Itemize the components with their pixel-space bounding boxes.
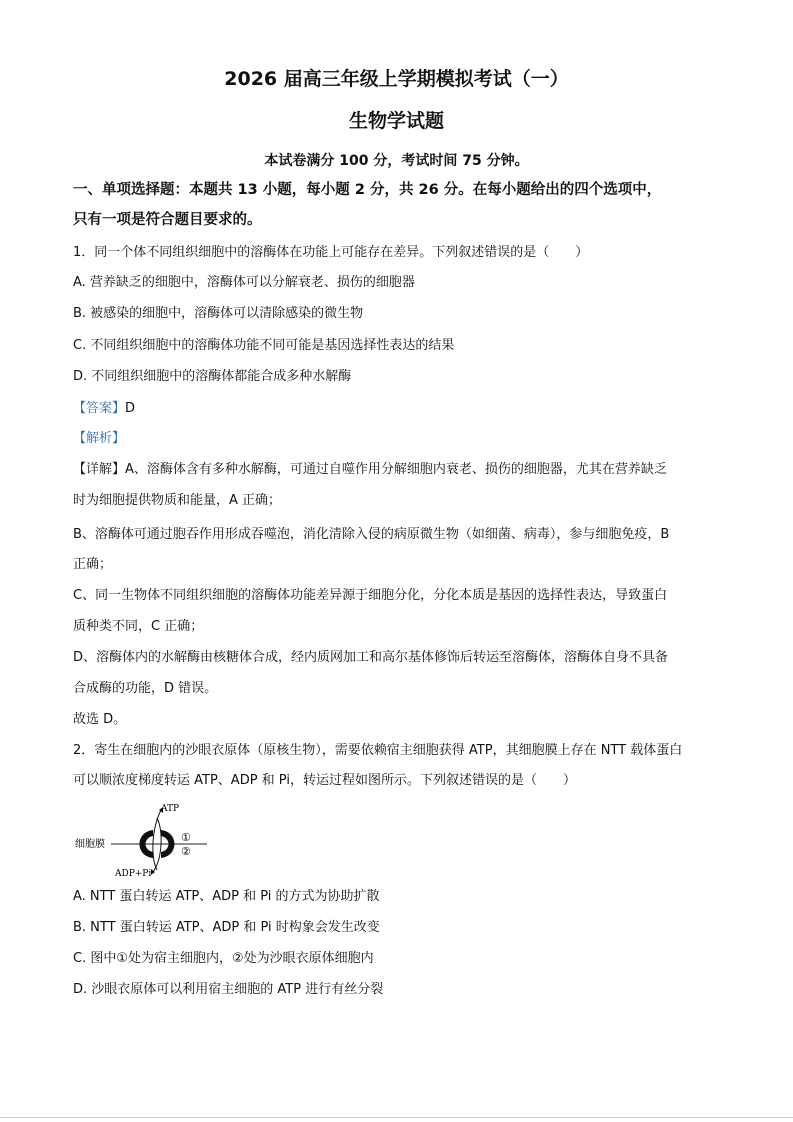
- answer-value: D: [125, 401, 136, 416]
- q1-answer: [73, 400, 135, 418]
- q2-stem-line2: 可以顺浓度梯度转运 ATP、ADP 和 Pi，转运过程如图所示。下列叙述错误的是（ ）: [73, 773, 576, 788]
- q1-detail-line: 合成酶的功能，D 错误。: [73, 681, 218, 696]
- side2-label: ②: [181, 845, 191, 858]
- q1-option-b: B. 被感染的细胞中，溶酶体可以清除感染的微生物: [73, 306, 364, 321]
- q1-detail-line: 故选 D。: [73, 712, 127, 727]
- q1-option-d: D. 不同组织细胞中的溶酶体都能合成多种水解酶: [73, 369, 352, 384]
- side1-label: ①: [181, 831, 191, 844]
- q1-detail-line: B、溶酶体可通过胞吞作用形成吞噬泡，消化清除入侵的病原微生物（如细菌、病毒），参与细胞免疫，B: [73, 527, 670, 542]
- q1-option-c: C. 不同组织细胞中的溶酶体功能不同可能是基因选择性表达的结果: [73, 338, 455, 353]
- subject-title: 生物学试题: [348, 110, 444, 132]
- q2-option-a: A. NTT 蛋白转运 ATP、ADP 和 Pi 的方式为协助扩散: [73, 889, 380, 904]
- q2-option-c: C. 图中①处为宿主细胞内，②处为沙眼衣原体细胞内: [73, 951, 374, 966]
- q2-option-d: D. 沙眼衣原体可以利用宿主细胞的 ATP 进行有丝分裂: [73, 982, 384, 997]
- answer-tag: 【答案】: [73, 401, 126, 416]
- page-bottom-rule: [0, 1117, 793, 1118]
- section-heading-line2: 只有一项是符合题目要求的。: [73, 212, 262, 228]
- q2-stem-line1: 2．寄生在细胞内的沙眼衣原体（原核生物），需要依赖宿主细胞获得 ATP，其细胞膜上存在 NTT 载体蛋白: [73, 743, 683, 758]
- exam-info: 本试卷满分 100 分，考试时间 75 分钟。: [264, 153, 529, 169]
- q1-detail-line: C、同一生物体不同组织细胞的溶酶体功能差异源于细胞分化，分化本质是基因的选择性表达，导致蛋白: [73, 588, 668, 603]
- atp-label: ATP: [161, 804, 180, 814]
- section-heading-line1: 一、单项选择题：本题共 13 小题，每小题 2 分，共 26 分。在每小题给出的四个选项中，: [73, 182, 662, 198]
- q1-stem: 1．同一个体不同组织细胞中的溶酶体在功能上可能存在差异。下列叙述错误的是（ ）: [73, 245, 589, 260]
- q1-detail-line: 时为细胞提供物质和能量，A 正确；: [73, 493, 282, 508]
- q1-analysis-tag: 【解析】: [73, 431, 126, 446]
- exam-title: 2026 届高三年级上学期模拟考试（一）: [224, 68, 569, 90]
- q1-detail-line: D、溶酶体内的水解酶由核糖体合成，经内质网加工和高尔基体修饰后转运至溶酶体，溶酶体自身不具备: [73, 650, 669, 665]
- q1-detail-line: 正确；: [73, 557, 113, 572]
- ntt-transport-diagram: [73, 800, 223, 880]
- q1-detail-line: 【详解】A、溶酶体含有多种水解酶，可通过自噬作用分解细胞内衰老、损伤的细胞器，尤其在营养缺乏: [73, 462, 667, 477]
- q2-option-b: B. NTT 蛋白转运 ATP、ADP 和 Pi 时构象会发生改变: [73, 920, 380, 935]
- q1-option-a: A. 营养缺乏的细胞中，溶酶体可以分解衰老、损伤的细胞器: [73, 275, 415, 290]
- q1-detail-line: 质种类不同，C 正确；: [73, 619, 204, 634]
- membrane-label: 细胞膜: [75, 839, 105, 850]
- adp-label: ADP+Pi: [115, 869, 152, 879]
